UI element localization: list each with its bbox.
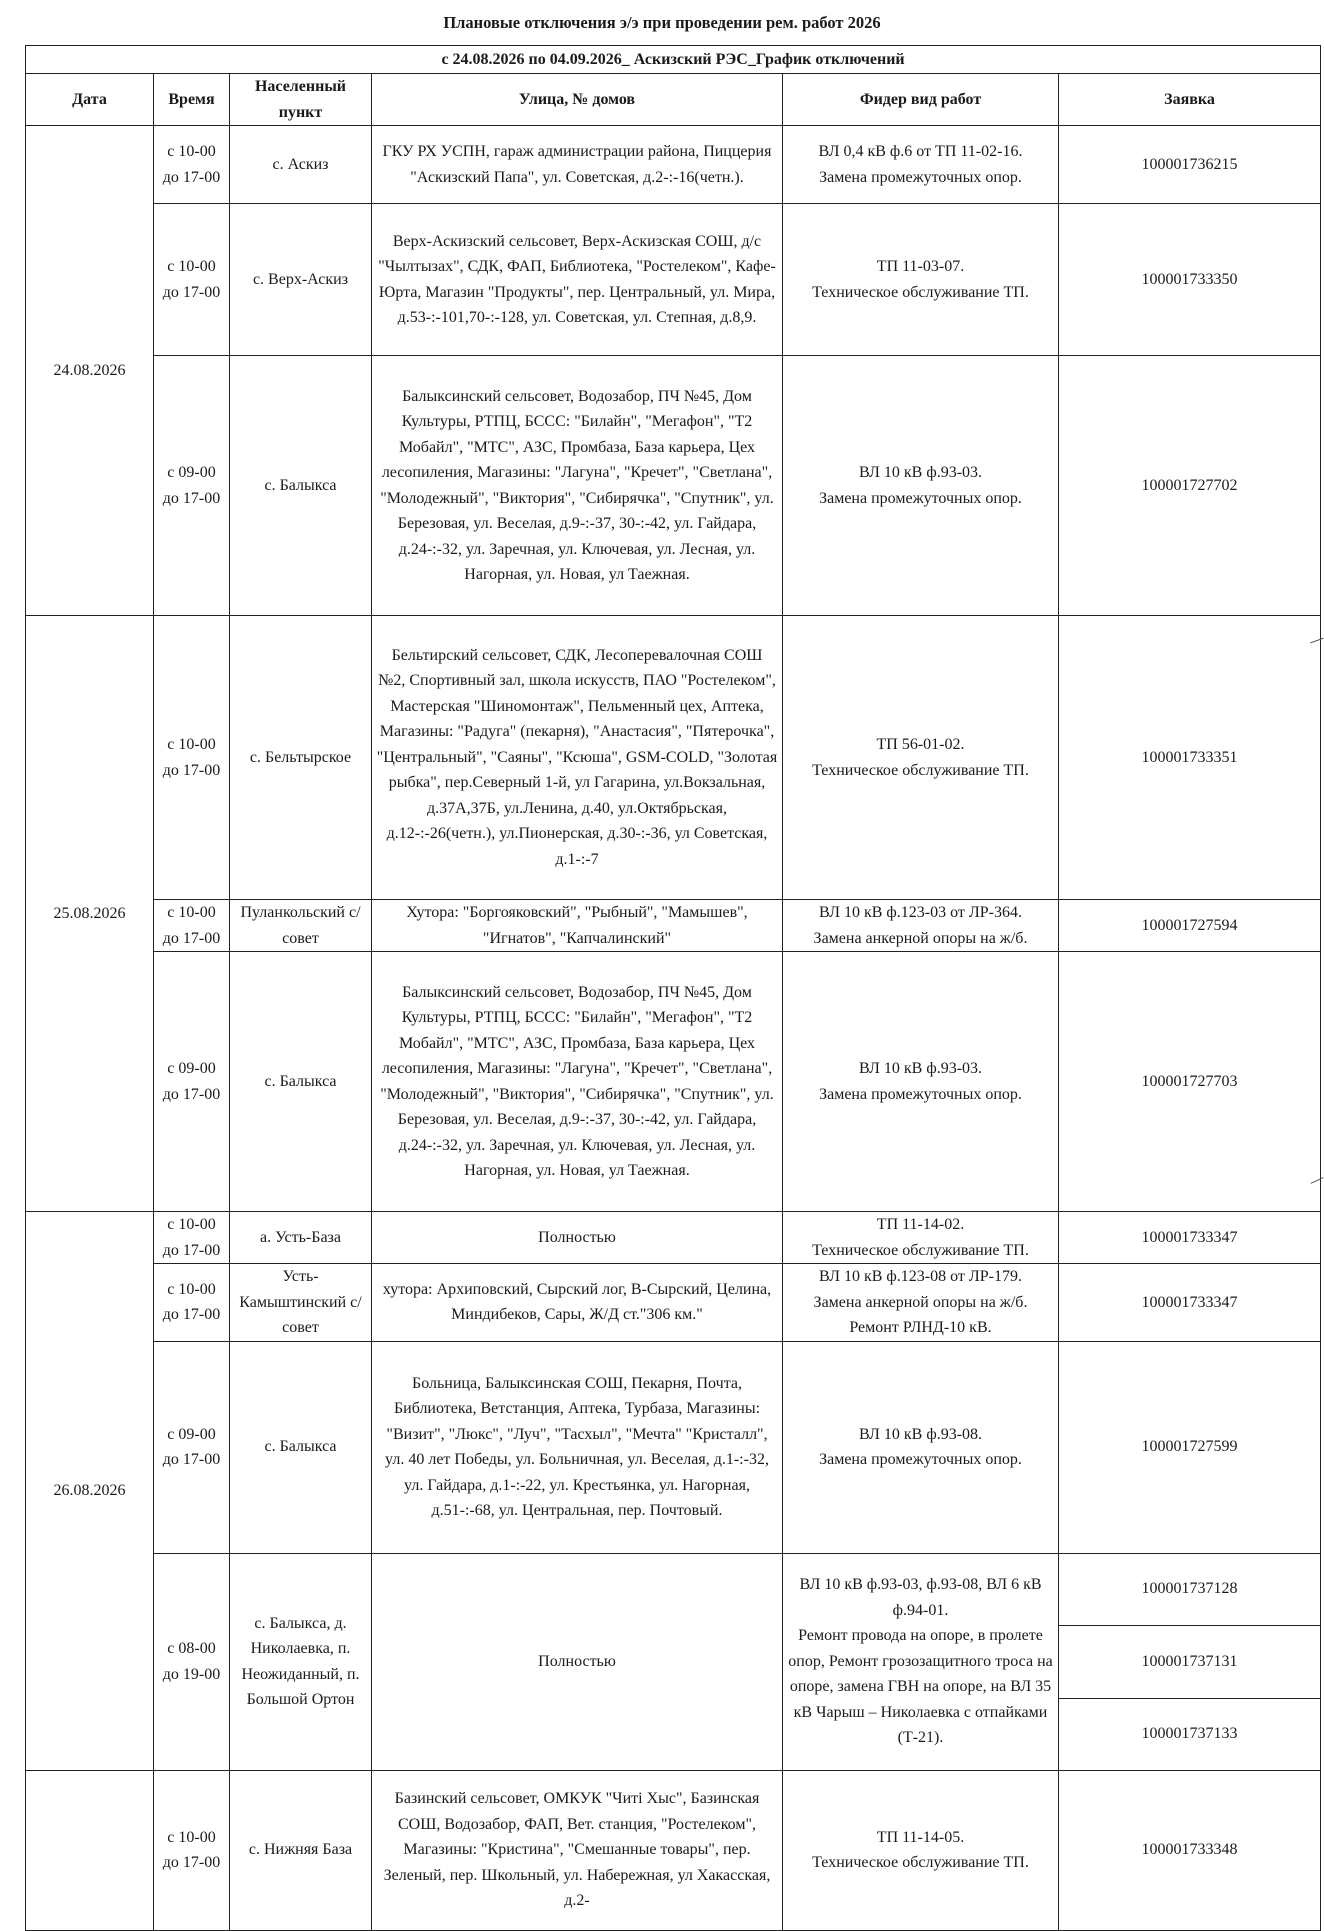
feeder-cell [783,126,1059,204]
time-line: с 10-00 [167,1216,216,1233]
streets-cell: Балыксинский сельсовет, Водозабор, ПЧ №45, Дом Культуры, РТПЦ, БССС: "Билайн", "Мегафон", "Т2 Мобайл", "МТС", АЗС, Промбаза, База карьера, Цех лесопиления, Магазины: "Лагуна", "Кречет", "Светлана", "Молодежный", "Виктория", "Сибирячка", "Спутник", ул. Березовая, ул. Веселая, д.9-:-37, 30-:-42, ул. Гайдара, д.24-:-32, ул. Заречная, ул. Ключевая, ул. Лесная, ул. Нагорная, ул. Новая, ул Таежная. [372,952,783,1212]
table-row [26,1770,1321,1930]
header-request: Заявка [1059,74,1321,126]
feeder-cell [783,1212,1059,1264]
settlement-cell: с. Балыкса [230,356,372,616]
feeder-cell [783,1553,1059,1770]
table-row [26,900,1321,952]
time-cell [154,952,230,1212]
table-row [26,952,1321,1212]
feeder-line: ТП 11-14-05. [876,1828,965,1846]
time-line: с 10-00 [167,736,216,753]
feeder-line: Техническое обслуживание ТП. [812,761,1029,779]
streets-cell: ГКУ РХ УСПН, гараж администрации района, Пиццерия "Аскизский Папа", ул. Советская, д.2-:-16(четн.). [372,126,783,204]
feeder-cell [783,1264,1059,1342]
time-cell [154,126,230,204]
time-cell [154,1212,230,1264]
feeder-line: Замена анкерной опоры на ж/б. [813,929,1028,947]
header-feeder: Фидер вид работ [783,74,1059,126]
request-cell: 100001727599 [1059,1341,1321,1553]
settlement-cell: с. Верх-Аскиз [230,204,372,356]
settlement-cell: с. Нижняя База [230,1770,372,1930]
header-settlement: Населенный пункт [230,74,372,126]
table-row [26,1341,1321,1553]
time-line: до 17-00 [162,1085,221,1103]
request-cell: 100001733347 [1059,1212,1321,1264]
time-line: с 09-00 [167,1425,216,1443]
time-cell [154,1264,230,1342]
streets-cell: Полностью [372,1553,783,1770]
date-cell [26,1770,154,1930]
streets-cell: Базинский сельсовет, ОМКУК "Читі Хыс", Базинская СОШ, Водозабор, ФАП, Вет. станция, "Ростелеком", Магазины: "Кристина", "Смешанные товары", пер. Зеленый, пер. Школьный, ул. Набережная, ул Хакасская, д.2- [372,1770,783,1930]
request-cell: 100001733348 [1059,1770,1321,1930]
settlement-cell: с. Балыкса, д. Николаевка, п. Неожиданный, п. Большой Ортон [230,1553,372,1770]
request-cell: 100001727594 [1059,900,1321,952]
settlement-cell: Пуланкольский с/совет [230,900,372,952]
request-cell: 100001727703 [1059,952,1321,1212]
date-cell: 24.08.2026 [26,126,154,616]
streets-cell: Верх-Аскизский сельсовет, Верх-Аскизская СОШ, д/с "Чылтызах", СДК, ФАП, Библиотека, "Ростелеком", Кафе-Юрта, Магазин "Продукты", пер. Центральный, ул. Мира, д.53-:-101,70-:-128, ул. Советская, ул. Степная, д.8,9. [372,204,783,356]
request-cell: 100001737128 [1059,1553,1321,1625]
time-line: до 17-00 [162,283,221,301]
feeder-cell [783,356,1059,616]
streets-cell: Бельтирский сельсовет, СДК, Лесоперевалочная СОШ №2, Спортивный зал, школа искусств, ПАО "Ростелеком", Мастерская "Шиномонтаж", Пельменный цех, Аптека, Магазины: "Радуга" (пекарня), "Анастасия", "Пятерочка", "Центральный", "Саяны", "Ксюша", GSM-COLD, "Золотая рыбка", пер.Северный 1-й, ул Гагарина, ул.Вокзальная, д.37А,37Б, ул.Ленина, д.40, ул.Октябрьская, д.12-:-26(четн.), ул.Пионерская, д.30-:-36, ул Советская, д.1-:-7 [372,616,783,900]
settlement-cell: с. Бельтырское [230,616,372,900]
time-cell [154,1770,230,1930]
feeder-line: Замена промежуточных опор. [819,1085,1022,1103]
feeder-line: Техническое обслуживание ТП. [812,1854,1029,1871]
feeder-cell [783,952,1059,1212]
streets-cell: Хутора: "Боргояковский", "Рыбный", "Мамышев", "Игнатов", "Капчалинский" [372,900,783,952]
streets-cell: хутора: Архиповский, Сырский лог, В-Сырский, Целина, Миндибеков, Сары, Ж/Д ст."306 км." [372,1264,783,1342]
time-line: до 17-00 [162,929,221,947]
time-line: до 17-00 [162,761,221,779]
feeder-cell [783,616,1059,900]
feeder-line: ВЛ 10 кВ ф.93-08. [858,1425,983,1443]
feeder-cell [783,1341,1059,1553]
feeder-line: ТП 56-01-02. [876,736,965,753]
time-line: до 17-00 [162,168,221,186]
time-line: с 09-00 [167,464,216,481]
time-line: до 17-00 [162,1854,221,1871]
time-cell [154,204,230,356]
feeder-line: Техническое обслуживание ТП. [812,283,1029,301]
page-title: Плановые отключения э/э при проведении рем. работ 2026 [443,13,881,32]
feeder-cell [783,204,1059,356]
time-cell [154,616,230,900]
request-cell: 100001733351 [1059,616,1321,900]
feeder-line: ТП 11-03-07. [876,258,965,275]
outage-schedule-table [25,45,1321,1931]
time-line: с 10-00 [167,143,216,160]
date-cell: 26.08.2026 [26,1212,154,1771]
feeder-line: Замена промежуточных опор. [819,1451,1022,1468]
header-streets: Улица, № домов [372,74,783,126]
feeder-line: ВЛ 10 кВ ф.93-03. [858,464,983,481]
feeder-line: Замена промежуточных опор. [819,489,1022,507]
feeder-line: ВЛ 10 кВ ф.93-03. [858,1060,983,1077]
time-cell [154,900,230,952]
streets-cell: Больница, Балыксинская СОШ, Пекарня, Почта, Библиотека, Ветстанция, Аптека, Турбаза, Магазины: "Визит", "Люкс", "Луч", "Тасхыл", "Мечта" "Кристалл", ул. 40 лет Победы, ул. Больничная, ул. Веселая, д.1-:-32, ул. Гайдара, д.1-:-22, ул. Крестьянка, ул. Нагорная, д.51-:-68, ул. Центральная, пер. Почтовый. [372,1341,783,1553]
table-row [26,126,1321,204]
time-line: до 19-00 [162,1665,221,1683]
table-row [26,616,1321,900]
date-cell: 25.08.2026 [26,616,154,1212]
settlement-cell: с. Балыкса [230,1341,372,1553]
request-cell: 100001737131 [1059,1625,1321,1698]
table-row [26,204,1321,356]
time-line: с 09-00 [167,1060,216,1077]
settlement-cell: с. Аскиз [230,126,372,204]
feeder-line: Замена промежуточных опор. [819,168,1022,186]
feeder-line: Техническое обслуживание ТП. [812,1241,1029,1259]
table-row [26,1264,1321,1342]
time-cell [154,1341,230,1553]
table-row [26,1212,1321,1264]
feeder-line: ВЛ 0,4 кВ ф.6 от ТП 11-02-16. [818,143,1023,160]
period-header: с 24.08.2026 по 04.09.2026_ Аскизский РЭС_График отключений [26,46,1321,74]
request-cell: 100001737133 [1059,1698,1321,1770]
time-line: с 08-00 [167,1640,216,1657]
settlement-cell: а. Усть-База [230,1212,372,1264]
time-line: с 10-00 [167,904,216,921]
feeder-cell [783,1770,1059,1930]
time-line: до 17-00 [162,1241,221,1259]
feeder-line: ТП 11-14-02. [876,1216,965,1233]
feeder-line: Замена анкерной опоры на ж/б. [813,1293,1028,1311]
feeder-line: ВЛ 10 кВ ф.123-08 от ЛР-179. [819,1268,1022,1285]
feeder-line: Ремонт РЛНД-10 кВ. [849,1319,992,1336]
request-cell: 100001733350 [1059,204,1321,356]
settlement-cell: с. Балыкса [230,952,372,1212]
streets-cell: Балыксинский сельсовет, Водозабор, ПЧ №45, Дом Культуры, РТПЦ, БССС: "Билайн", "Мегафон", "Т2 Мобайл", "МТС", АЗС, Промбаза, База карьера, Цех лесопиления, Магазины: "Лагуна", "Кречет", "Светлана", "Молодежный", "Виктория", "Сибирячка", "Спутник", ул. Березовая, ул. Веселая, д.9-:-37, 30-:-42, ул. Гайдара, д.24-:-32, ул. Заречная, ул. Ключевая, ул. Лесная, ул. Нагорная, ул. Новая, ул Таежная. [372,356,783,616]
feeder-line: ВЛ 10 кВ ф.93-03, ф.93-08, ВЛ 6 кВ ф.94-01. [799,1576,1042,1619]
time-line: до 17-00 [162,1451,221,1468]
feeder-cell [783,900,1059,952]
time-line: с 10-00 [167,1280,216,1298]
settlement-cell: Усть-Камыштинский с/совет [230,1264,372,1342]
request-cell: 100001733347 [1059,1264,1321,1342]
header-date: Дата [26,74,154,126]
time-cell [154,356,230,616]
time-line: с 10-00 [167,1828,216,1846]
table-row [26,1553,1321,1625]
feeder-line: Ремонт провода на опоре, в пролете опор, Ремонт грозозащитного троса на опоре, замена ГВН на опоре, на ВЛ 35 кВ Чарыш – Николаевка с отпайками (Т-21). [788,1627,1053,1747]
table-row [26,356,1321,616]
header-time: Время [154,74,230,126]
time-line: с 10-00 [167,258,216,275]
time-line: до 17-00 [162,1306,221,1324]
feeder-line: ВЛ 10 кВ ф.123-03 от ЛР-364. [819,904,1022,921]
request-cell: 100001727702 [1059,356,1321,616]
time-line: до 17-00 [162,489,221,507]
request-cell: 100001736215 [1059,126,1321,204]
streets-cell: Полностью [372,1212,783,1264]
time-cell [154,1553,230,1770]
